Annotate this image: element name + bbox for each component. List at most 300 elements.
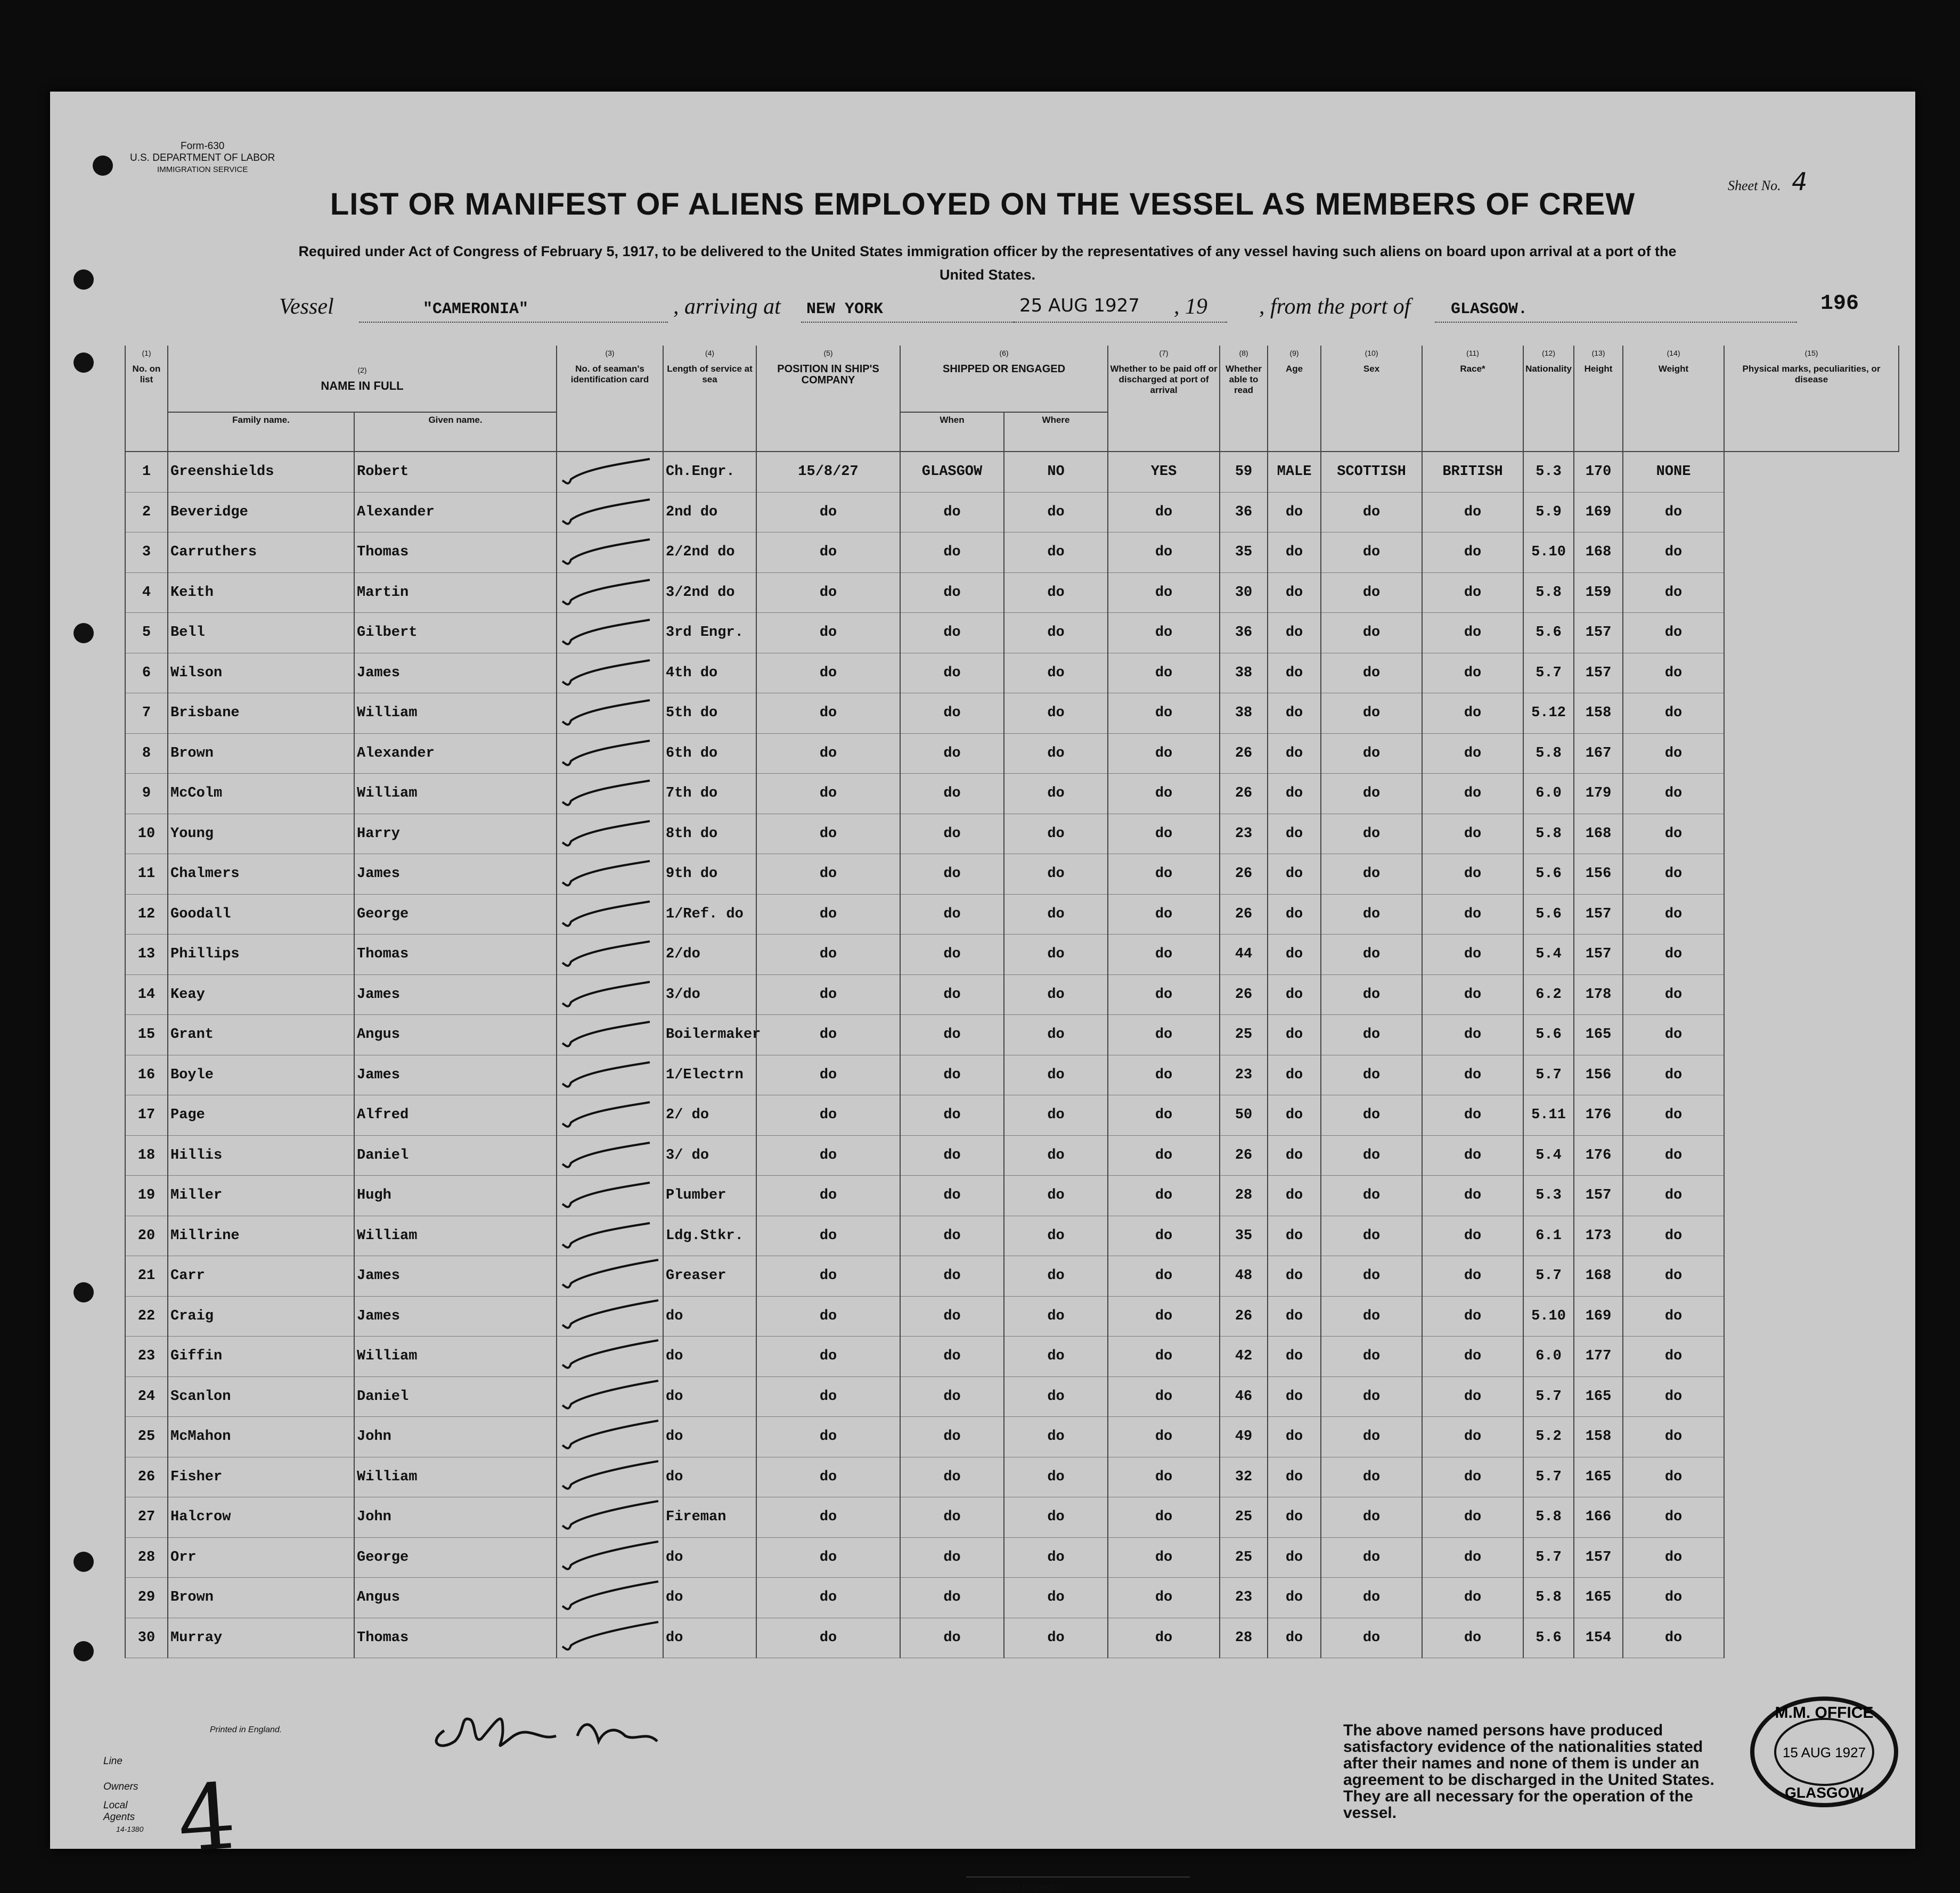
paid-off: do	[1004, 733, 1108, 774]
physical-marks: do	[1623, 1618, 1724, 1658]
shipped-where: do	[900, 974, 1004, 1015]
nationality: do	[1422, 492, 1523, 532]
shipped-when: do	[756, 572, 900, 613]
position: 3rd Engr.	[663, 613, 756, 653]
position: 3/ do	[663, 1135, 756, 1176]
age: 25	[1220, 1015, 1268, 1055]
crew-row	[125, 1376, 1899, 1417]
paid-off: do	[1004, 1457, 1108, 1497]
paid-off: do	[1004, 774, 1108, 814]
list-number: 3	[125, 532, 168, 573]
family-name: Carruthers	[168, 532, 354, 573]
able-to-read: do	[1108, 814, 1220, 854]
sex: do	[1268, 1457, 1321, 1497]
able-to-read: do	[1108, 854, 1220, 895]
id-card-check-icon	[557, 974, 663, 1015]
height: 5.7	[1523, 1256, 1574, 1297]
height: 5.8	[1523, 814, 1574, 854]
race: do	[1321, 1135, 1422, 1176]
given-name: James	[354, 854, 557, 895]
family-name: Murray	[168, 1618, 354, 1658]
age: 48	[1220, 1256, 1268, 1297]
agents-label: Local Agents	[103, 1800, 135, 1823]
id-card-check-icon	[557, 613, 663, 653]
height: 5.8	[1523, 733, 1574, 774]
from-port: GLASGOW.	[1451, 300, 1528, 318]
id-card-check-icon	[557, 1176, 663, 1216]
crew-row	[125, 1337, 1899, 1377]
crew-row	[125, 1578, 1899, 1618]
vessel-line	[50, 294, 1915, 326]
given-name: James	[354, 1296, 557, 1337]
form-code: 14-1380	[116, 1825, 144, 1833]
race: do	[1321, 733, 1422, 774]
crew-row	[125, 1176, 1899, 1216]
position: 7th do	[663, 774, 756, 814]
sex: do	[1268, 572, 1321, 613]
weight: 156	[1574, 1055, 1623, 1095]
nationality: do	[1422, 1216, 1523, 1256]
shipped-where: do	[900, 653, 1004, 693]
able-to-read: YES	[1108, 452, 1220, 492]
sex: do	[1268, 774, 1321, 814]
id-card-check-icon	[557, 1457, 663, 1497]
family-name: Bell	[168, 613, 354, 653]
shipped-where: do	[900, 1457, 1004, 1497]
position: Boilermaker	[663, 1015, 756, 1055]
position: 3/2nd do	[663, 572, 756, 613]
family-name: Millrine	[168, 1216, 354, 1256]
crew-row	[125, 935, 1899, 975]
list-number: 16	[125, 1055, 168, 1095]
position: Plumber	[663, 1176, 756, 1216]
id-card-check-icon	[557, 935, 663, 975]
paid-off: do	[1004, 572, 1108, 613]
col-weight-header: (14) Weight	[1623, 346, 1724, 452]
position: Fireman	[663, 1497, 756, 1538]
position: 2/ do	[663, 1095, 756, 1136]
crew-row	[125, 733, 1899, 774]
position: 2/do	[663, 935, 756, 975]
physical-marks: do	[1623, 774, 1724, 814]
race: do	[1321, 1256, 1422, 1297]
physical-marks: do	[1623, 572, 1724, 613]
id-card-check-icon	[557, 1578, 663, 1618]
shipped-where: do	[900, 1095, 1004, 1136]
nationality: do	[1422, 1055, 1523, 1095]
paid-off: do	[1004, 1497, 1108, 1538]
nationality: do	[1422, 1135, 1523, 1176]
physical-marks: do	[1623, 693, 1724, 734]
list-number: 29	[125, 1578, 168, 1618]
paid-off: do	[1004, 492, 1108, 532]
family-name: Greenshields	[168, 452, 354, 492]
family-name: Halcrow	[168, 1497, 354, 1538]
nationality: do	[1422, 1095, 1523, 1136]
age: 35	[1220, 532, 1268, 573]
able-to-read: do	[1108, 935, 1220, 975]
age: 30	[1220, 572, 1268, 613]
shipped-when: do	[756, 935, 900, 975]
weight: 156	[1574, 854, 1623, 895]
height: 5.8	[1523, 1578, 1574, 1618]
paid-off: do	[1004, 1176, 1108, 1216]
able-to-read: do	[1108, 1578, 1220, 1618]
nationality: do	[1422, 1497, 1523, 1538]
nationality: do	[1422, 1256, 1523, 1297]
age: 26	[1220, 1135, 1268, 1176]
physical-marks: do	[1623, 1256, 1724, 1297]
position: do	[663, 1457, 756, 1497]
shipped-where: do	[900, 1578, 1004, 1618]
age: 23	[1220, 1055, 1268, 1095]
id-card-check-icon	[557, 693, 663, 734]
crew-row	[125, 1135, 1899, 1176]
weight: 165	[1574, 1015, 1623, 1055]
shipped-when: do	[756, 1176, 900, 1216]
race: do	[1321, 1176, 1422, 1216]
age: 36	[1220, 492, 1268, 532]
race: do	[1321, 1015, 1422, 1055]
able-to-read: do	[1108, 693, 1220, 734]
age: 26	[1220, 733, 1268, 774]
physical-marks: do	[1623, 733, 1724, 774]
nationality: do	[1422, 974, 1523, 1015]
physical-marks: NONE	[1623, 452, 1724, 492]
physical-marks: do	[1623, 1055, 1724, 1095]
age: 23	[1220, 1578, 1268, 1618]
inspector-label: Immigrant Inspector.	[977, 1882, 1064, 1892]
physical-marks: do	[1623, 653, 1724, 693]
paid-off: do	[1004, 693, 1108, 734]
family-name: Phillips	[168, 935, 354, 975]
able-to-read: do	[1108, 894, 1220, 935]
paid-off: do	[1004, 814, 1108, 854]
sex: do	[1268, 532, 1321, 573]
shipped-where: do	[900, 613, 1004, 653]
able-to-read: do	[1108, 1176, 1220, 1216]
nationality: do	[1422, 1537, 1523, 1578]
shipped-when: do	[756, 693, 900, 734]
list-number: 7	[125, 693, 168, 734]
shipped-where: do	[900, 532, 1004, 573]
shipped-when: do	[756, 1015, 900, 1055]
shipped-when: do	[756, 1417, 900, 1457]
race: SCOTTISH	[1321, 452, 1422, 492]
age: 32	[1220, 1457, 1268, 1497]
nationality: do	[1422, 854, 1523, 895]
sex: do	[1268, 935, 1321, 975]
physical-marks: do	[1623, 1296, 1724, 1337]
family-name: Keay	[168, 974, 354, 1015]
family-name: Hillis	[168, 1135, 354, 1176]
weight: 176	[1574, 1095, 1623, 1136]
shipped-where: do	[900, 1296, 1004, 1337]
sex: do	[1268, 1497, 1321, 1538]
crew-row	[125, 1055, 1899, 1095]
race: do	[1321, 894, 1422, 935]
id-card-check-icon	[557, 532, 663, 573]
sex: do	[1268, 1618, 1321, 1658]
list-number: 8	[125, 733, 168, 774]
col-name-header: (2) NAME IN FULL	[168, 346, 557, 412]
paid-off: do	[1004, 1256, 1108, 1297]
list-number: 5	[125, 613, 168, 653]
shipped-where: GLASGOW	[900, 452, 1004, 492]
list-number: 30	[125, 1618, 168, 1658]
paid-off: NO	[1004, 452, 1108, 492]
family-name: McMahon	[168, 1417, 354, 1457]
crew-row	[125, 572, 1899, 613]
able-to-read: do	[1108, 1216, 1220, 1256]
sex: do	[1268, 492, 1321, 532]
age: 25	[1220, 1537, 1268, 1578]
page-subtitle: Required under Act of Congress of February 5, 1917, to be delivered to the United States immigration officer by the representatives of any vessel having such aliens on board upon arrival at a port of the United States.	[298, 243, 1677, 283]
list-number: 21	[125, 1256, 168, 1297]
position: Greaser	[663, 1256, 756, 1297]
sex: do	[1268, 814, 1321, 854]
given-name: William	[354, 774, 557, 814]
weight: 165	[1574, 1578, 1623, 1618]
manifest-sheet	[50, 92, 1915, 1892]
physical-marks: do	[1623, 1417, 1724, 1457]
list-number: 26	[125, 1457, 168, 1497]
position: 1/Ref. do	[663, 894, 756, 935]
nationality: do	[1422, 774, 1523, 814]
id-card-check-icon	[557, 1256, 663, 1297]
shipped-when: do	[756, 1618, 900, 1658]
nationality: do	[1422, 532, 1523, 573]
weight: 157	[1574, 894, 1623, 935]
race: do	[1321, 1578, 1422, 1618]
weight: 170	[1574, 452, 1623, 492]
list-number: 1	[125, 452, 168, 492]
given-name: Thomas	[354, 935, 557, 975]
col-marks-header: (15) Physical marks, peculiarities, or disease	[1724, 346, 1899, 452]
punch-hole	[93, 155, 113, 176]
position: do	[663, 1296, 756, 1337]
id-card-check-icon	[557, 1337, 663, 1377]
given-name: Harry	[354, 814, 557, 854]
weight: 169	[1574, 1296, 1623, 1337]
nationality: do	[1422, 653, 1523, 693]
given-name: Alexander	[354, 492, 557, 532]
sex: do	[1268, 1376, 1321, 1417]
age: 46	[1220, 1376, 1268, 1417]
position: 8th do	[663, 814, 756, 854]
height: 5.7	[1523, 1537, 1574, 1578]
col-service-header: (4) Length of service at sea	[663, 346, 756, 452]
id-card-check-icon	[557, 1015, 663, 1055]
given-name: George	[354, 894, 557, 935]
list-number: 9	[125, 774, 168, 814]
race: do	[1321, 935, 1422, 975]
list-number: 25	[125, 1417, 168, 1457]
family-name: Craig	[168, 1296, 354, 1337]
position: 4th do	[663, 653, 756, 693]
shipped-where: do	[900, 1055, 1004, 1095]
department-name: U.S. DEPARTMENT OF LABOR	[130, 152, 275, 163]
physical-marks: do	[1623, 1497, 1724, 1538]
handwritten-owner-mark: 4	[174, 1764, 239, 1873]
shipped-where: do	[900, 1497, 1004, 1538]
age: 26	[1220, 1296, 1268, 1337]
able-to-read: do	[1108, 1376, 1220, 1417]
weight: 169	[1574, 492, 1623, 532]
col-when-header: When	[900, 412, 1004, 452]
position: 9th do	[663, 854, 756, 895]
id-card-check-icon	[557, 1135, 663, 1176]
id-card-check-icon	[557, 653, 663, 693]
list-number: 19	[125, 1176, 168, 1216]
crew-row	[125, 974, 1899, 1015]
paid-off: do	[1004, 974, 1108, 1015]
crew-row	[125, 774, 1899, 814]
id-card-check-icon	[557, 1497, 663, 1538]
weight: 157	[1574, 613, 1623, 653]
sex: do	[1268, 1135, 1321, 1176]
id-card-check-icon	[557, 774, 663, 814]
sex: do	[1268, 653, 1321, 693]
weight: 165	[1574, 1457, 1623, 1497]
list-number: 2	[125, 492, 168, 532]
shipped-where: do	[900, 1176, 1004, 1216]
weight: 166	[1574, 1497, 1623, 1538]
page-stamp-number: 196	[1820, 292, 1859, 316]
physical-marks: do	[1623, 532, 1724, 573]
sex: do	[1268, 1417, 1321, 1457]
sex: do	[1268, 613, 1321, 653]
height: 5.6	[1523, 613, 1574, 653]
given-name: Daniel	[354, 1135, 557, 1176]
crew-row	[125, 492, 1899, 532]
crew-row	[125, 1296, 1899, 1337]
position: Ch.Engr.	[663, 452, 756, 492]
crew-row	[125, 693, 1899, 734]
physical-marks: do	[1623, 935, 1724, 975]
family-name: Chalmers	[168, 854, 354, 895]
position: do	[663, 1618, 756, 1658]
form-number: Form-630	[181, 141, 225, 152]
height: 6.1	[1523, 1216, 1574, 1256]
sheet-value: 4	[1792, 167, 1808, 196]
paid-off: do	[1004, 854, 1108, 895]
id-card-check-icon	[557, 1055, 663, 1095]
nationality: do	[1422, 1296, 1523, 1337]
nationality: do	[1422, 1337, 1523, 1377]
shipped-when: do	[756, 814, 900, 854]
shipped-when: do	[756, 1376, 900, 1417]
race: do	[1321, 693, 1422, 734]
physical-marks: do	[1623, 1095, 1724, 1136]
weight: 157	[1574, 1176, 1623, 1216]
age: 49	[1220, 1417, 1268, 1457]
shipped-when: do	[756, 492, 900, 532]
physical-marks: do	[1623, 1537, 1724, 1578]
nationality: do	[1422, 1015, 1523, 1055]
paid-off: do	[1004, 613, 1108, 653]
race: do	[1321, 492, 1422, 532]
crew-row	[125, 1537, 1899, 1578]
col-family-header: Family name.	[168, 412, 354, 452]
shipped-where: do	[900, 693, 1004, 734]
shipped-when: do	[756, 1457, 900, 1497]
shipped-when: do	[756, 974, 900, 1015]
physical-marks: do	[1623, 1457, 1724, 1497]
race: do	[1321, 774, 1422, 814]
given-name: Alfred	[354, 1095, 557, 1136]
height: 5.10	[1523, 1296, 1574, 1337]
able-to-read: do	[1108, 1256, 1220, 1297]
shipped-where: do	[900, 935, 1004, 975]
family-name: McColm	[168, 774, 354, 814]
crew-row	[125, 1256, 1899, 1297]
id-card-check-icon	[557, 733, 663, 774]
family-name: Page	[168, 1095, 354, 1136]
given-name: William	[354, 1337, 557, 1377]
age: 44	[1220, 935, 1268, 975]
col-position-header: (5) POSITION IN SHIP'S COMPANY	[756, 346, 900, 452]
age: 50	[1220, 1095, 1268, 1136]
footer-labels	[103, 1749, 164, 1835]
height: 5.8	[1523, 572, 1574, 613]
shipped-when: do	[756, 894, 900, 935]
height: 5.11	[1523, 1095, 1574, 1136]
id-card-check-icon	[557, 1216, 663, 1256]
height: 6.0	[1523, 1337, 1574, 1377]
stamp-top-text: M.M. OFFICE	[1775, 1704, 1874, 1722]
paid-off: do	[1004, 1216, 1108, 1256]
weight: 177	[1574, 1337, 1623, 1377]
shipped-where: do	[900, 774, 1004, 814]
nationality: do	[1422, 1417, 1523, 1457]
crew-rows	[125, 452, 1899, 1658]
height: 6.0	[1523, 774, 1574, 814]
position: do	[663, 1417, 756, 1457]
weight: 159	[1574, 572, 1623, 613]
age: 26	[1220, 894, 1268, 935]
weight: 173	[1574, 1216, 1623, 1256]
stamp-date-text: 15 AUG 1927	[1782, 1744, 1866, 1760]
family-name: Goodall	[168, 894, 354, 935]
age: 36	[1220, 613, 1268, 653]
col-idcard-header: (3) No. of seaman's identification card	[557, 346, 663, 452]
sex: do	[1268, 1296, 1321, 1337]
shipped-when: do	[756, 613, 900, 653]
sex: do	[1268, 974, 1321, 1015]
crew-row	[125, 613, 1899, 653]
able-to-read: do	[1108, 1055, 1220, 1095]
position: do	[663, 1578, 756, 1618]
given-name: Angus	[354, 1578, 557, 1618]
shipped-when: do	[756, 653, 900, 693]
punch-hole	[74, 269, 94, 290]
age: 25	[1220, 1497, 1268, 1538]
family-name: Wilson	[168, 653, 354, 693]
able-to-read: do	[1108, 1337, 1220, 1377]
able-to-read: do	[1108, 1135, 1220, 1176]
height: 5.6	[1523, 894, 1574, 935]
list-number: 23	[125, 1337, 168, 1377]
position: 3/do	[663, 974, 756, 1015]
given-name: Robert	[354, 452, 557, 492]
position: do	[663, 1537, 756, 1578]
id-card-check-icon	[557, 814, 663, 854]
list-number: 28	[125, 1537, 168, 1578]
paid-off: do	[1004, 1578, 1108, 1618]
shipped-when: do	[756, 854, 900, 895]
weight: 157	[1574, 935, 1623, 975]
